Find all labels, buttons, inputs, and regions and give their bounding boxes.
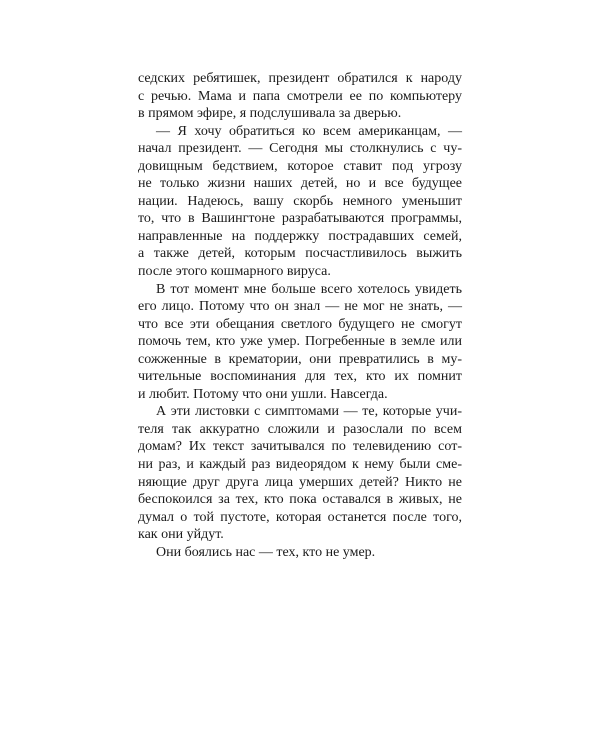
- text-line: седских ребятишек, президент обратился к народу: [138, 71, 462, 86]
- paragraph-4: [138, 403, 462, 543]
- text-line: теля так аккуратно сложили и разослали по всем: [138, 421, 462, 437]
- text-line: не только жизни наших детей, но и все будущее: [138, 176, 462, 192]
- text-line: домам? Их текст зачитывался по телевидению сот-: [138, 439, 462, 455]
- text-line: начал президент. — Сегодня мы столкнулись с чу-: [138, 141, 462, 157]
- text-line: с речью. Мама и папа смотрели ее по компьютеру: [138, 88, 462, 104]
- paragraph-2: [138, 123, 462, 281]
- text-line: няющие друг друга лица умерших детей? Никто не: [138, 474, 462, 490]
- text-line: нации. Надеюсь, вашу скорбь немного уменьшит: [138, 193, 462, 209]
- text-line: как они уйдут.: [138, 527, 224, 543]
- text-line: в прямом эфире, я подслушивала за дверью.: [138, 106, 402, 122]
- text-line: беспокоился за тех, кто пока оставался в живых, не: [138, 492, 462, 508]
- text-line: а также детей, которым посчастливилось выжить: [138, 246, 462, 262]
- text-line: думал о той пустоте, которая останется после того,: [138, 509, 462, 525]
- text-line: направленные на поддержку пострадавших семей,: [138, 228, 462, 244]
- paragraph-3: [138, 281, 462, 404]
- text-line: сожженные в крематории, они превратились в му-: [138, 351, 462, 367]
- text-line: после этого кошмарного вируса.: [138, 264, 331, 280]
- text-line: помочь тем, кто уже умер. Погребенные в земле или: [138, 334, 462, 350]
- text-line: А эти листовки с симптомами — те, которые учи-: [156, 404, 462, 420]
- text-line: что все эти обещания светлого будущего не смогут: [138, 316, 462, 332]
- paragraph-5: [138, 544, 462, 562]
- text-line: ни раз, и каждый раз видеорядом к нему были сме-: [138, 457, 462, 473]
- text-line: Они боялись нас — тех, кто не умер.: [156, 544, 376, 560]
- text-line: довищным бедствием, которое ставит под угрозу: [138, 158, 462, 174]
- text-line: — Я хочу обратиться ко всем американцам, —: [156, 123, 462, 139]
- text-line: чительные воспоминания для тех, кто их помнит: [138, 369, 462, 385]
- text-line: его лицо. Потому что он знал — не мог не знать, —: [138, 299, 462, 315]
- paragraph-1: [138, 70, 462, 123]
- text-line: то, что в Вашингтоне разрабатываются программы,: [138, 211, 462, 227]
- text-line: В тот момент мне больше всего хотелось увидеть: [156, 281, 462, 297]
- text-line: и любит. Потому что они ушли. Навсегда.: [138, 386, 388, 402]
- book-page: [138, 70, 462, 561]
